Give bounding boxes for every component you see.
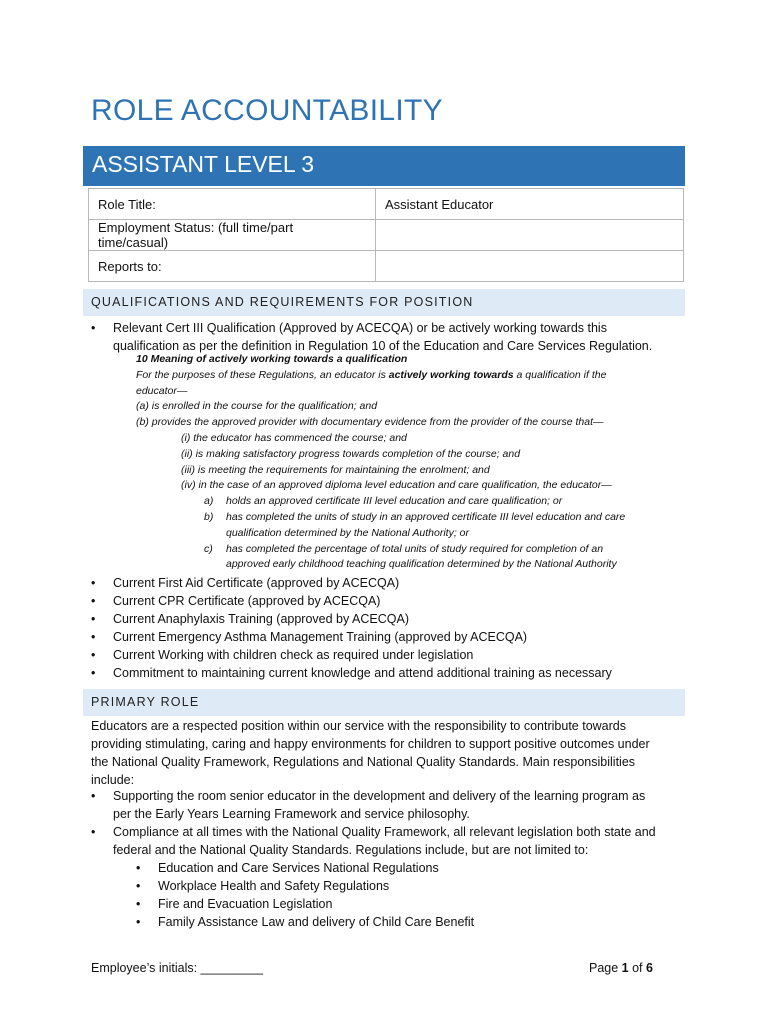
regulation-excerpt [136,352,681,573]
bullet-icon: • [91,666,96,680]
list-item: • Compliance at all times with the National Quality Framework, all relevant legislation both state and federal and the National Quality Standards. Regulations include, but are not limited to: [91,825,656,857]
bullet-icon: • [136,861,141,875]
list-item: • Fire and Evacuation Legislation [136,897,333,911]
employment-status-label: Employment Status: (full time/part time/casual) [89,220,376,251]
list-item: • Supporting the room senior educator in the development and delivery of the learning program as per the Early Years Learning Framework and service philosophy. [91,789,646,821]
table-row [89,189,684,220]
bullet-icon: • [91,648,96,662]
document-title: ROLE ACCOUNTABILITY [91,94,443,127]
bullet-icon: • [136,879,141,893]
bullet-icon: • [136,915,141,929]
qualifications-heading: QUALIFICATIONS AND REQUIREMENTS FOR POSITION [83,289,685,316]
list-item: • Current Working with children check as required under legislation [91,648,474,662]
regulation-sub-c: c) has completed the percentage of total units of study required for completion of an [204,542,604,555]
primary-role-list [91,787,686,859]
list-item [91,319,681,355]
regulation-sub-b: b) has completed the units of study in an approved certificate III level education and care [204,510,626,523]
regulation-sub-b-cont: qualification determined by the National Authority; or [226,526,469,539]
regulation-item-a: (a) is enrolled in the course for the qualification; and [136,400,378,413]
regulation-item-iii: (iii) is meeting the requirements for maintaining the enrolment; and [181,463,490,476]
regulation-sub-c-cont: approved early childhood teaching qualification determined by the National Authority [226,558,617,571]
table-row [89,251,684,282]
bullet-icon: • [136,897,141,911]
bullet-icon: • [91,630,96,644]
regulations-sublist [136,859,681,931]
role-title-value[interactable]: Assistant Educator [376,189,684,220]
regulation-intro-cont: educator— [136,384,188,397]
regulation-sub-a: a) holds an approved certificate III level education and care qualification; or [204,495,563,508]
regulation-item-b: (b) provides the approved provider with documentary evidence from the provider of the course that— [136,416,604,429]
bullet-text: qualification as per the definition in Regulation 10 of the Education and Care Services Regulation. [113,339,653,353]
bullet-text: Relevant Cert III Qualification (Approved by ACECQA) or be actively working towards this [113,321,607,335]
primary-role-heading: PRIMARY ROLE [83,689,685,716]
list-item: • Commitment to maintaining current knowledge and attend additional training as necessary [91,666,612,680]
bullet-icon: • [91,612,96,626]
primary-role-paragraph: Educators are a respected position within our service with the responsibility to contribute towards providing stimulating, caring and happy environments for children to support positive outcomes under the National Quality Framework, Regulations and National Quality Standards. Main responsibilities include: [91,719,650,787]
role-info-table [88,188,684,282]
role-banner: ASSISTANT LEVEL 3 [83,146,685,186]
regulation-item-ii: (ii) is making satisfactory progress towards completion of the course; and [181,447,521,460]
page-number: Page 1 of 6 [589,961,653,975]
employee-initials: Employee’s initials: _________ [91,961,264,975]
reports-to-value[interactable] [376,251,684,282]
qualification-list [91,574,681,682]
list-item: • Current Emergency Asthma Management Training (approved by ACECQA) [91,630,528,644]
bullet-icon: • [91,789,96,803]
regulation-item-i: (i) the educator has commenced the course; and [181,431,407,444]
reports-to-label: Reports to: [89,251,376,282]
bullet-icon: • [91,594,96,608]
list-item: • Current Anaphylaxis Training (approved by ACECQA) [91,612,409,626]
bullet-icon: • [91,576,96,590]
list-item: • Education and Care Services National Regulations [136,861,439,875]
table-row [89,220,684,251]
regulation-heading: 10 Meaning of actively working towards a qualification [136,353,408,365]
role-title-label: Role Title: [89,189,376,220]
bullet-icon: • [91,825,96,839]
list-item: • Workplace Health and Safety Regulations [136,879,390,893]
list-item: • Family Assistance Law and delivery of Child Care Benefit [136,915,475,929]
bullet-icon: • [91,321,96,335]
list-item: • Current CPR Certificate (approved by ACECQA) [91,594,381,608]
regulation-item-iv: (iv) in the case of an approved diploma level education and care qualification, the educator— [181,479,612,492]
regulation-intro: For the purposes of these Regulations, an educator is actively working towards a qualification if the [136,368,607,381]
list-item: • Current First Aid Certificate (approved by ACECQA) [91,576,400,590]
employment-status-value[interactable] [376,220,684,251]
